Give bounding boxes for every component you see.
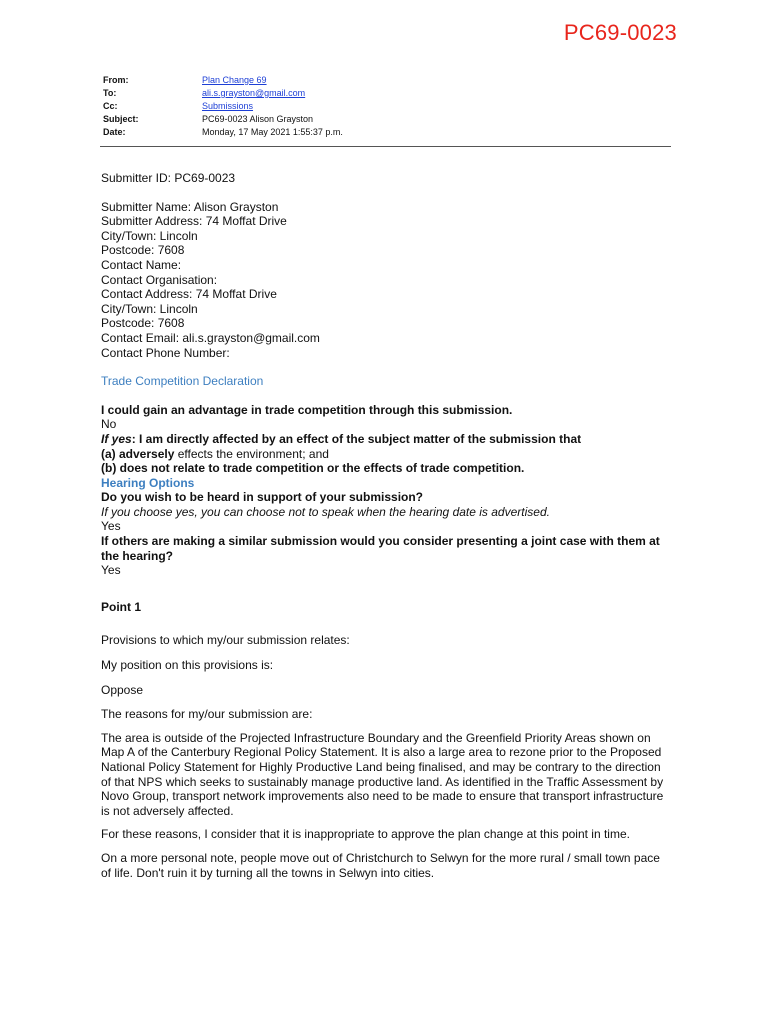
header-date-row — [103, 126, 343, 139]
submitter-address: Submitter Address: 74 Moffat Drive — [101, 214, 287, 229]
subject-value: PC69-0023 Alison Grayston — [202, 114, 314, 124]
reason-paragraph-3: On a more personal note, people move out of Christchurch to Selwyn for the more rural / small town pace of life. Don't ruin it by turning all the towns in Selwyn into cities. — [101, 850, 660, 880]
date-value: Monday, 17 May 2021 1:55:37 p.m. — [202, 127, 343, 137]
trade-question: I could gain an advantage in trade competition through this submission. — [101, 402, 513, 417]
contact-postcode: Postcode: 7608 — [101, 316, 185, 331]
provisions-label: Provisions to which my/our submission relates: — [101, 633, 350, 648]
date-label: Date: — [103, 127, 126, 137]
header-to-row — [103, 87, 343, 100]
trade-competition-heading: Trade Competition Declaration — [101, 374, 264, 389]
clause-a-text: effects the environment; and — [174, 446, 329, 461]
header-cc-row — [103, 100, 343, 113]
from-label: From: — [103, 75, 129, 85]
subject-label: Subject: — [103, 114, 139, 124]
submitter-postcode: Postcode: 7608 — [101, 243, 185, 258]
from-link[interactable]: Plan Change 69 — [202, 75, 267, 85]
point-heading: Point 1 — [101, 599, 142, 614]
submitter-details — [101, 200, 671, 361]
submitter-id: Submitter ID: PC69-0023 — [101, 171, 236, 185]
hearing-note: If you choose yes, you can choose not to speak when the hearing date is advertised. — [101, 504, 550, 519]
clause-a-bold: (a) adversely — [101, 446, 175, 461]
header-subject-row — [103, 113, 343, 126]
contact-address: Contact Address: 74 Moffat Drive — [101, 287, 277, 302]
contact-phone: Contact Phone Number: — [101, 345, 230, 360]
if-yes-text: : I am directly affected by an effect of the subject matter of the submission that — [131, 431, 582, 446]
header-divider — [100, 146, 671, 147]
clause-a — [101, 447, 671, 462]
cc-label: Cc: — [103, 101, 118, 111]
trade-answer: No — [101, 417, 117, 432]
hearing-question-2: If others are making a similar submission would you consider presenting a joint case with them at the hearing? — [101, 534, 660, 563]
submitter-city: City/Town: Lincoln — [101, 228, 198, 243]
if-yes-statement — [101, 432, 671, 447]
hearing-options-heading: Hearing Options — [101, 475, 195, 490]
position-value: Oppose — [101, 682, 144, 697]
email-header — [103, 74, 343, 139]
document-reference-stamp: PC69-0023 — [563, 20, 677, 45]
position-label: My position on this provisions is: — [101, 658, 274, 673]
hearing-answer-1: Yes — [101, 519, 121, 534]
if-yes-label: If yes — [101, 431, 132, 446]
clause-b: (b) does not relate to trade competition or the effects of trade competition. — [101, 461, 525, 476]
contact-city: City/Town: Lincoln — [101, 301, 198, 316]
header-from-row — [103, 74, 343, 87]
reason-paragraph-1: The area is outside of the Projected Infrastructure Boundary and the Greenfield Priority Areas shown on Map A of the Canterbury Regional Policy Statement. It is also a large area to rezone prior to the Proposed National Policy Statement for Highly Productive Land being finalised, and may be contrary to the direction of that NPS which seeks to sustainably manage productive land. As identified in the Traffic Assessment by Novo Group, transport network improvements also need to be made to ensure that transport infrastructure is not adversely affected. — [101, 730, 664, 818]
contact-organisation: Contact Organisation: — [101, 272, 218, 287]
contact-email: Contact Email: ali.s.grayston@gmail.com — [101, 330, 320, 345]
submitter-name: Submitter Name: Alison Grayston — [101, 199, 279, 214]
reason-paragraph-2: For these reasons, I consider that it is inappropriate to approve the plan change at this point in time. — [101, 827, 630, 842]
reasons-label: The reasons for my/our submission are: — [101, 707, 313, 722]
hearing-question-1: Do you wish to be heard in support of your submission? — [101, 490, 424, 505]
cc-link[interactable]: Submissions — [202, 101, 254, 111]
to-link[interactable]: ali.s.grayston@gmail.com — [202, 88, 306, 98]
to-label: To: — [103, 88, 117, 98]
hearing-answer-2: Yes — [101, 563, 121, 578]
submission-body — [101, 171, 671, 880]
contact-name: Contact Name: — [101, 257, 182, 272]
